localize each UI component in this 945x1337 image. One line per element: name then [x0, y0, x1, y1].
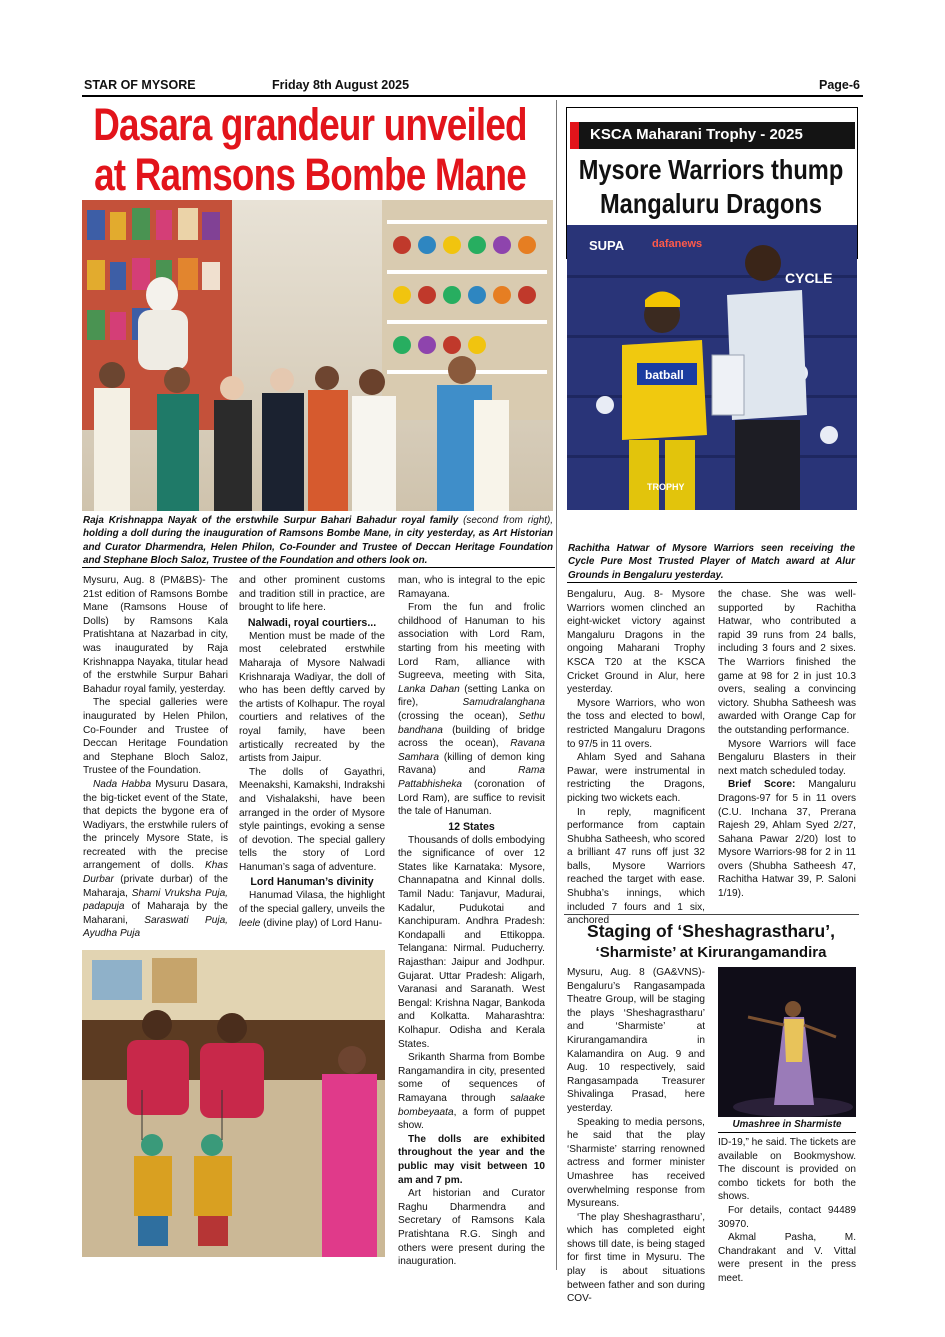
story2-column-1 — [567, 588, 705, 928]
story3-top-rule — [564, 914, 859, 915]
story3-headline-line1: Staging of ‘Sheshagrastharu’, — [587, 921, 835, 941]
puppet-show-photo — [82, 950, 385, 1257]
sponsor-cycle-text: CYCLE — [785, 270, 833, 286]
story2-headline-line1: Mysore Warriors thump — [578, 154, 844, 185]
khas-durbar-term: Khas Durbar — [83, 860, 228, 886]
story2-c2-p1: the chase. She was well-supported by Rachitha Hatwar, who contributed a rapid 39 runs from 24 balls, including 3 fours and 2 sixes. The Warriors finished the game at 98 for 2 in just 10.3 overs, sealing a convincing victory. Shubha Satheesh was awarded with Orange Cap for the outstanding performance. — [718, 589, 856, 736]
story2-caption-rule — [567, 582, 857, 583]
sponsor-dafa-text: dafanews — [652, 238, 703, 250]
masthead-rule — [82, 95, 863, 97]
story2-headline-line2: Mangaluru Dragons — [599, 188, 823, 219]
story1-c3-p2-text6: (coronation of Lord Ram), are suffice to revisit the tale of Hanuman. — [398, 778, 545, 818]
samudralanghana-term: Samudralanghana — [462, 697, 545, 709]
theatre-illustration — [718, 967, 856, 1117]
brief-score-label: Brief Score: — [728, 779, 796, 791]
nada-habba-term: Nada Habba — [93, 778, 152, 790]
story2-c1-p4: In reply, magnificent performance from captain Shubha Satheesh, who scored a brilliant 47 runs off just 32 balls, Mysore Warriors reached the target with ease. Shubha’s innings, which included 7 fours and 1 six, anchored — [567, 806, 705, 927]
caption-rest: holding a doll during the inauguration of Ramsons Bombe Mane, in city yesterday, as Art Historian and Curator Dharmendra, Helen Philon, Co-Founder and Trustee of Deccan Heritage Foundation and Stephane Bloch Saloz, Trustee of the Foundation and others look on. — [83, 528, 553, 566]
caption-rule — [82, 567, 555, 568]
story2-c1-p1: Bengaluru, Aug. 8- Mysore Warriors women clinched an eight-wicket victory against Mangaluru Dragons in the ongoing Maharani Trophy KSCA T20 at the KSCA Cricket Ground in Alur, here yesterday. — [567, 589, 705, 696]
story3-column-1 — [567, 966, 705, 1306]
story1-column-2 — [239, 574, 385, 930]
story1-c3-p2-text4: (building of bridge across the ocean), — [398, 724, 545, 750]
saraswati-puja-term: Saraswati Puja, Ayudha Puja — [83, 914, 228, 940]
sponsor-supa-text: SUPA — [589, 238, 625, 253]
page-column-divider — [556, 100, 557, 1270]
story1-c1-p3-text1: Mysuru Dasara, the big-ticket event of the State, that depicts the bygone era of Wadiyars, the erstwhile rulers of the princely Mysore State, is recreated with the precise arrangement of dolls. — [83, 778, 228, 872]
jersey-text: batball — [645, 368, 684, 382]
caption-paren: (second from right), — [463, 515, 553, 526]
kicker-text: KSCA Maharani Trophy - 2025 — [590, 126, 803, 143]
kicker-accent — [570, 122, 579, 149]
story3-c2-p1: ID-19,” he said. The tickets are available on Bookmyshow. The discount is provided on combo tickets for both the shows. — [718, 1137, 856, 1203]
story3-headline — [555, 919, 867, 963]
story1-headline-line2: at Ramsons Bombe Mane — [94, 149, 526, 200]
story1-c1-p1: Mysuru, Aug. 8 (PM&BS)- The 21st edition of Ramsons Bombe Mane (Ramsons House of Dolls) by Ramsons Kala Pratishtana at Nazarbad in city, was inaugurated by Raja Krishnappa Nayaka, titular head of the erstwhile Surpur Bahari Bahadur royal family, yesterday. — [83, 575, 228, 695]
story1-c2-p4-text1: Hanumad Vilasa, the highlight of the special gallery, unveils the — [239, 890, 385, 916]
story1-c3-p5: The dolls are exhibited throughout the year and the public may visit between 10 am and 7 pm. — [398, 1133, 545, 1186]
story3-headline-line2: ‘Sharmiste’ at Kirurangamandira — [595, 944, 827, 961]
paper-name: STAR OF MYSORE — [84, 78, 196, 92]
subhead-hanuman: Lord Hanuman’s divinity — [250, 876, 374, 889]
story1-c3-p2 — [398, 601, 545, 819]
story2-photo-caption: Rachitha Hatwar of Mysore Warriors seen receiving the Cycle Pure Most Trusted Player of Match award at Alur Grounds in Bengaluru yesterday. — [568, 543, 855, 581]
story3-column-2 — [718, 1136, 856, 1286]
story1-headline — [89, 100, 532, 200]
brief-score-text: Mangaluru Dragons-97 for 5 in 11 overs (C.U. Inchana 37, Prerana Rajesh 29, Ahlam Syed 2/27, Sahana Pawar 2/20) lost to Mysore Warriors-98 for 2 in 11 overs (Shubha Satheesh 47, Rachitha Hatwar 39, P. Saloni 1/19). — [718, 779, 856, 900]
story1-c3-p6: Art historian and Curator Raghu Dharmendra and Secretary of Ramsons Kala Pratishtana R.G. Singh and others were present during the inauguration. — [398, 1188, 545, 1268]
puppet-show-illustration — [82, 950, 385, 1257]
story1-c2-p2: Mention must be made of the most celebrated erstwhile Maharaja of Mysore Nalwadi Krishnaraja Wadiyar, the doll of who has been deftly carved by the artists of Kolhapur. The royal courtiers and relatives of the royal family, have been artistically recreated by the artists from Jaipur. — [239, 630, 385, 765]
story3-c1-p2: Speaking to media persons, he said that the play ‘Sharmiste’ starring renowned actress and former minister Umashree has received overwhelming response from Mysureans. — [567, 1116, 705, 1210]
theatre-photo-caption: Umashree in Sharmiste — [732, 1119, 842, 1130]
story1-c3-p4-text2: , a form of puppet show. — [398, 1106, 545, 1132]
subhead-nalwadi: Nalwadi, royal courtiers... — [247, 616, 377, 629]
sethu-bandhana-term: Sethu bandhana — [398, 710, 545, 736]
story1-c2-p4 — [239, 889, 385, 930]
story2-headline — [577, 153, 845, 221]
story1-c3-p1: man, who is integral to the epic Ramayana. — [398, 575, 545, 600]
story1-c1-p2: The special galleries were inaugurated by Helen Philon, Co-Founder and Trustee of Deccan Heritage Foundation and Stephane Bloch Saloz, Trustee of the Foundation. — [83, 697, 228, 777]
story1-c2-p4-text2: (divine play) of Lord Hanu- — [260, 917, 383, 929]
story2-c2-p2: Mysore Warriors will face Bengaluru Blasters in their next match scheduled today. — [718, 738, 856, 777]
story3-c1-p1: Mysuru, Aug. 8 (GA&VNS)- Bengaluru’s Rangasampada Theatre Group, will be staging the plays ‘Sheshagrastharu’ and ‘Sharmiste’ at Kirurangamandira in Kalamandira on Aug. 9 and Aug. 10 respectively, said Rangasampada Treasurer Shivalinga Prasad, here yesterday. — [567, 967, 705, 1114]
story1-headline-line1: Dasara grandeur unveiled — [93, 99, 527, 150]
story1-c2-p1: and other prominent customs and tradition still in practice, are brought to life here. — [239, 575, 385, 614]
award-illustration — [567, 225, 857, 510]
doll-gallery-illustration — [82, 200, 553, 511]
story1-c3-p2-text1: From the fun and frolic childhood of Hanuman to his association with Lord Ram, starting from his meeting with Lord Ram, alliance with Sugreeva, meeting with Sita, — [398, 602, 545, 682]
story1-c2-p3: The dolls of Gayathri, Meenakshi, Kamakshi, Indrakshi and Vishalakshi, have been arranged in the order of Mysore style paintings, evoking a sense of devotion. The special gallery tells the story of Lord Hanuman’s saga of adventure. — [239, 766, 385, 873]
story1-photo-caption — [83, 514, 553, 567]
leele-term: leele — [239, 917, 261, 929]
theatre-caption-rule — [718, 1132, 856, 1133]
issue-date: Friday 8th August 2025 — [272, 78, 410, 92]
story2-c1-p2: Mysore Warriors, who won the toss and elected to bowl, restricted Mangaluru Dragons to 97/5 in 11 overs. — [567, 697, 705, 750]
story1-c3-p2-text2: (setting Lanka on fire), — [398, 683, 545, 709]
theatre-photo — [718, 967, 856, 1117]
story1-c1-p3 — [83, 778, 228, 941]
rama-pattabhisheka-term: Rama Pattabhisheka — [398, 765, 545, 790]
story1-c1-p3-text3: of Maharaja by the Maharani, — [83, 901, 228, 926]
story1-c3-p4 — [398, 1051, 545, 1133]
shami-puja-term: Shami Vruksha Puja, padapuja — [83, 887, 228, 913]
story2-column-2 — [718, 588, 856, 901]
trophy-text: TROPHY — [647, 482, 685, 492]
story1-column-3 — [398, 574, 545, 1269]
award-photo — [567, 225, 857, 510]
subhead-12-states: 12 States — [448, 820, 495, 833]
story1-c1-p3-text2: (private durbar) of the Maharaja, — [83, 874, 228, 899]
story1-column-1 — [83, 574, 228, 941]
story1-c3-p4-text1: Srikanth Sharma from Bombe Rangamandira in city, presented some of sequences of Ramayana through — [398, 1052, 545, 1104]
page-number: Page-6 — [819, 78, 860, 92]
story3-c2-p2: For details, contact 94489 30970. — [718, 1204, 856, 1230]
ravana-samhara-term: Ravana Samhara — [398, 738, 545, 763]
story3-c2-p3: Akmal Pasha, M. Chandrakant and V. Vittal were present in the press meet. — [718, 1232, 856, 1284]
story1-c3-p2-text5: (killing of demon king Ravana) and — [398, 751, 545, 777]
salaake-term: salaake bombeyaata — [398, 1092, 545, 1118]
story2-c2-p3 — [718, 778, 856, 900]
story1-c3-p3: Thousands of dolls embodying the significance of over 12 States like Karnataka: Mysore, Channapatna and Kinnal dolls. Tamil Nadu: Tanjavur, Madurai, Kadalur, Pudukotai and Kanchipuram. Andhra Pradesh: Kondapalli and Ettikoppa. Telangana: Nirmal. Puducherry. Rajasthan: Jaipur and Jodhpur. Gujarat. Uttar Pradesh: Aligarh, Varanasi and Saranath. West Bengal: Krishna Nagar, Bankoda and Kolkatta. Maharashtra: Kolhapur. Odisha and Kerala States. — [398, 834, 545, 1050]
caption-lead: Raja Krishnappa Nayak of the erstwhile Surpur Bahari Bahadur royal family — [83, 515, 459, 526]
doll-gallery-photo — [82, 200, 553, 511]
story1-c3-p2-text3: (crossing the ocean), — [398, 710, 519, 722]
story2-c1-p3: Ahlam Syed and Sahana Pawar, were instrumental in restricting the Dragons, picking two wickets each. — [567, 752, 705, 804]
lanka-dahan-term: Lanka Dahan — [398, 683, 460, 695]
story3-c1-p3: ‘The play Sheshagrastharu’, which has completed eight shows till date, is being staged for first time in Mysuru. The play is about situations between father and son during COV- — [567, 1211, 705, 1305]
kicker-bar — [570, 122, 855, 149]
